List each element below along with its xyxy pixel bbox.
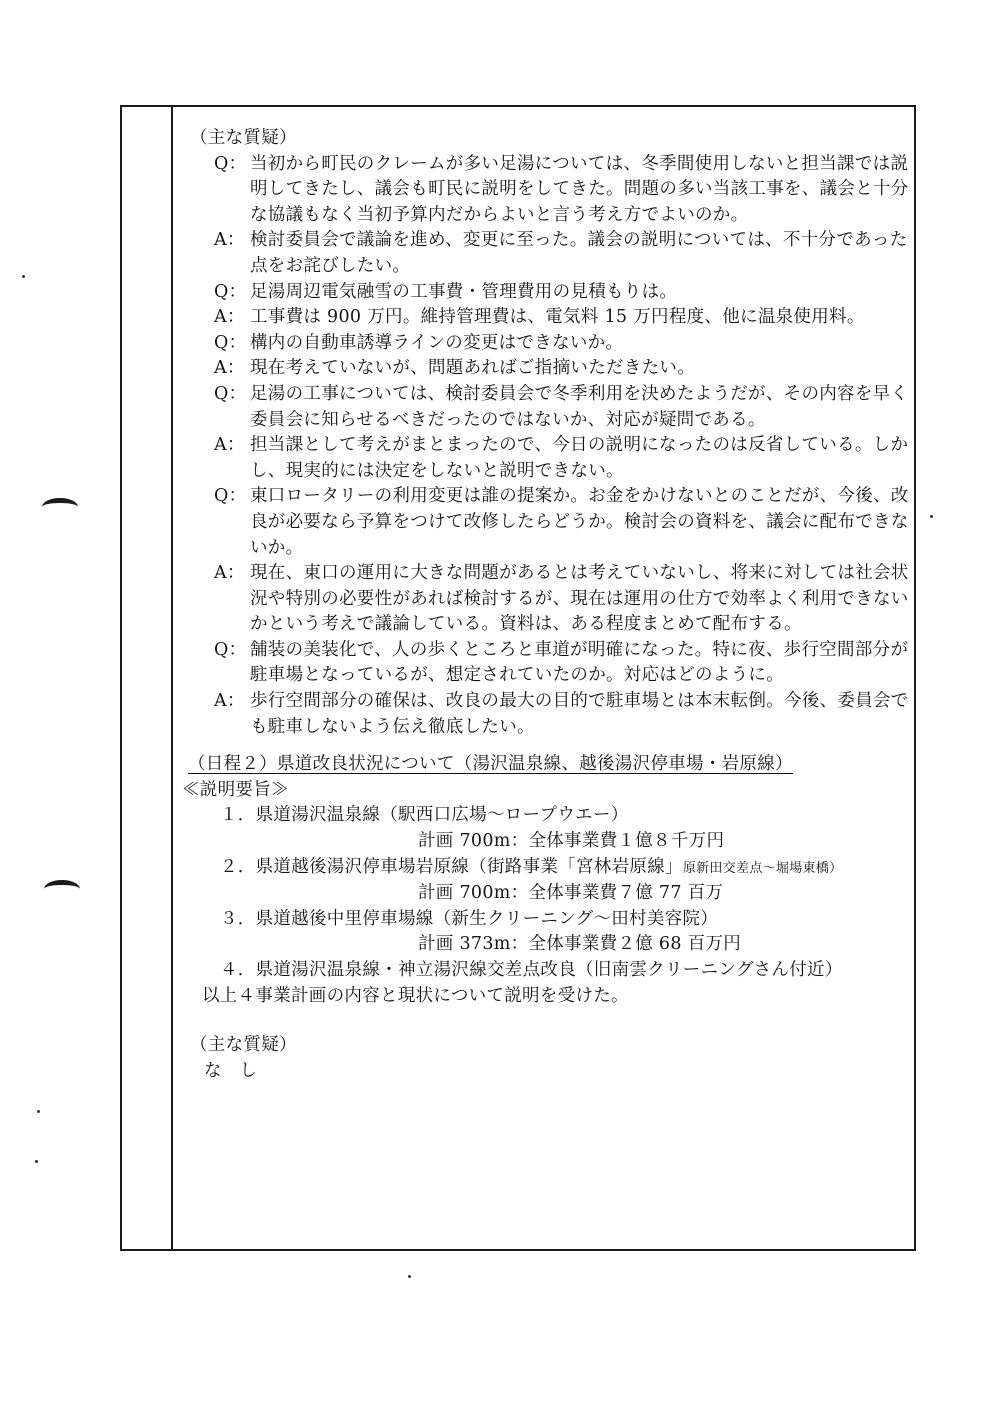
qa-item — [214, 305, 910, 331]
qa-tag: Q： — [214, 486, 247, 507]
qa-tag: A： — [214, 358, 245, 379]
qa-tag: Q： — [214, 639, 247, 660]
qa-text: 現在考えていないが、問題あればご指摘いただきたい。 — [250, 358, 695, 379]
qa-text: 当初から町民のクレームが多い足湯については、冬季間使用しないと担当課では説明してきたし、議会も町民に説明をしてきた。問題の多い当該工事を、議会と十分な協議もなく当初予算内だからよいと言う考え方でよいのか。 — [250, 153, 909, 225]
qa-item — [214, 561, 910, 638]
schedule-title: （日程２）県道改良状況について（湯沢温泉線、越後湯沢停車場・岩原線） — [188, 754, 793, 775]
project-plan: 計画 373m：全体事業費２億 68 百万円 — [418, 934, 742, 955]
scan-speck — [35, 1160, 38, 1163]
qa-text: 検討委員会で議論を進め、変更に至った。議会の説明については、不十分であった点をお詫びしたい。 — [250, 230, 908, 276]
qa-item — [214, 484, 910, 561]
qa-item — [214, 638, 910, 689]
scan-speck — [22, 275, 25, 278]
qa-tag: Q： — [214, 332, 247, 353]
project-label: １．県道湯沢温泉線（駅西口広場～ロープウエー） — [220, 805, 629, 826]
summary-text: 以上４事業計画の内容と現状について説明を受けた。 — [202, 985, 629, 1006]
project-plan: 計画 700m：全体事業費７億 77 百万 — [418, 883, 724, 904]
qa-text: 舗装の美装化で、人の歩くところと車道が明確になった。特に夜、歩行空間部分が駐車場となっているが、想定されていたのか。対応はどのように。 — [250, 639, 909, 686]
qa-item — [214, 382, 910, 433]
summary-heading: ≪説明要旨≫ — [182, 779, 289, 800]
qa-tag: A： — [214, 307, 245, 328]
project-item — [182, 907, 910, 933]
scan-speck — [930, 515, 933, 518]
qa-tag: Q： — [214, 153, 247, 174]
project-item — [182, 958, 910, 984]
qa-item — [214, 228, 910, 279]
qa-text: 足湯の工事については、検討委員会で冬季利用を決めたようだが、その内容を早く委員会に知らせるべきだったのではないか、対応が疑問である。 — [250, 383, 909, 430]
qa-tag: A： — [214, 435, 245, 456]
scan-speck — [37, 1110, 40, 1113]
qa-item — [214, 433, 910, 484]
qa-item — [214, 280, 910, 306]
qa-tag: A： — [214, 563, 245, 584]
project-label-small: 原新田交差点～堀場東橋） — [682, 860, 843, 876]
section-heading: （主な質疑） — [190, 128, 297, 148]
project-item — [182, 855, 910, 882]
project-plan: 計画 700m：全体事業費１億８千万円 — [418, 831, 725, 852]
punch-hole-mark — [42, 498, 78, 516]
project-item — [182, 803, 910, 829]
project-label: ２．県道越後湯沢停車場岩原線（街路事業「宮林岩原線」 — [220, 856, 683, 877]
section-heading: （主な質疑） — [190, 1035, 297, 1056]
qa-text: 工事費は 900 万円。維持管理費は、電気料 15 万円程度、他に温泉使用料。 — [250, 307, 865, 328]
qa-text: 東口ロータリーの利用変更は誰の提案か。お金をかけないとのことだが、今後、改良が必要なら予算をつけて改修したらどうか。検討会の資料を、議会に配布できないか。 — [250, 486, 909, 558]
qa-item — [214, 689, 910, 740]
no-questions-text: なし — [204, 1060, 275, 1081]
qa-item — [214, 152, 910, 229]
project-label: ４．県道湯沢温泉線・神立湯沢線交差点改良（旧南雲クリーニングさん付近） — [220, 960, 843, 980]
qa-text: 足湯周辺電気融雪の工事費・管理費用の見積もりは。 — [250, 281, 678, 302]
qa-item — [214, 331, 910, 357]
qa-text: 歩行空間部分の確保は、改良の最大の目的で駐車場とは本末転倒。今後、委員会でも駐車しないよう伝え徹底したい。 — [250, 691, 909, 737]
qa-tag: Q： — [214, 383, 247, 404]
qa-text: 現在、東口の運用に大きな問題があるとは考えていないし、将来に対しては社会状況や特別の必要性があれば検討するが、現在は運用の仕方で効率よく利用できないかという考えで議論している。資料は、ある程度まとめて配布する。 — [250, 563, 909, 635]
qa-tag: A： — [214, 230, 245, 251]
qa-tag: A： — [214, 691, 245, 712]
scan-speck — [408, 1275, 411, 1278]
document-body — [182, 126, 910, 1084]
qa-item — [214, 356, 910, 382]
qa-text: 構内の自動車誘導ラインの変更はできないか。 — [250, 332, 624, 353]
qa-tag: Q： — [214, 281, 247, 302]
qa-text: 担当課として考えがまとまったので、今日の説明になったのは反省している。しかし、現実的には決定をしないと説明できない。 — [250, 435, 909, 481]
project-label: ３．県道越後中里停車場線（新生クリーニング～田村美容院） — [220, 908, 719, 929]
punch-hole-mark — [44, 880, 80, 898]
margin-rule — [171, 107, 173, 1249]
